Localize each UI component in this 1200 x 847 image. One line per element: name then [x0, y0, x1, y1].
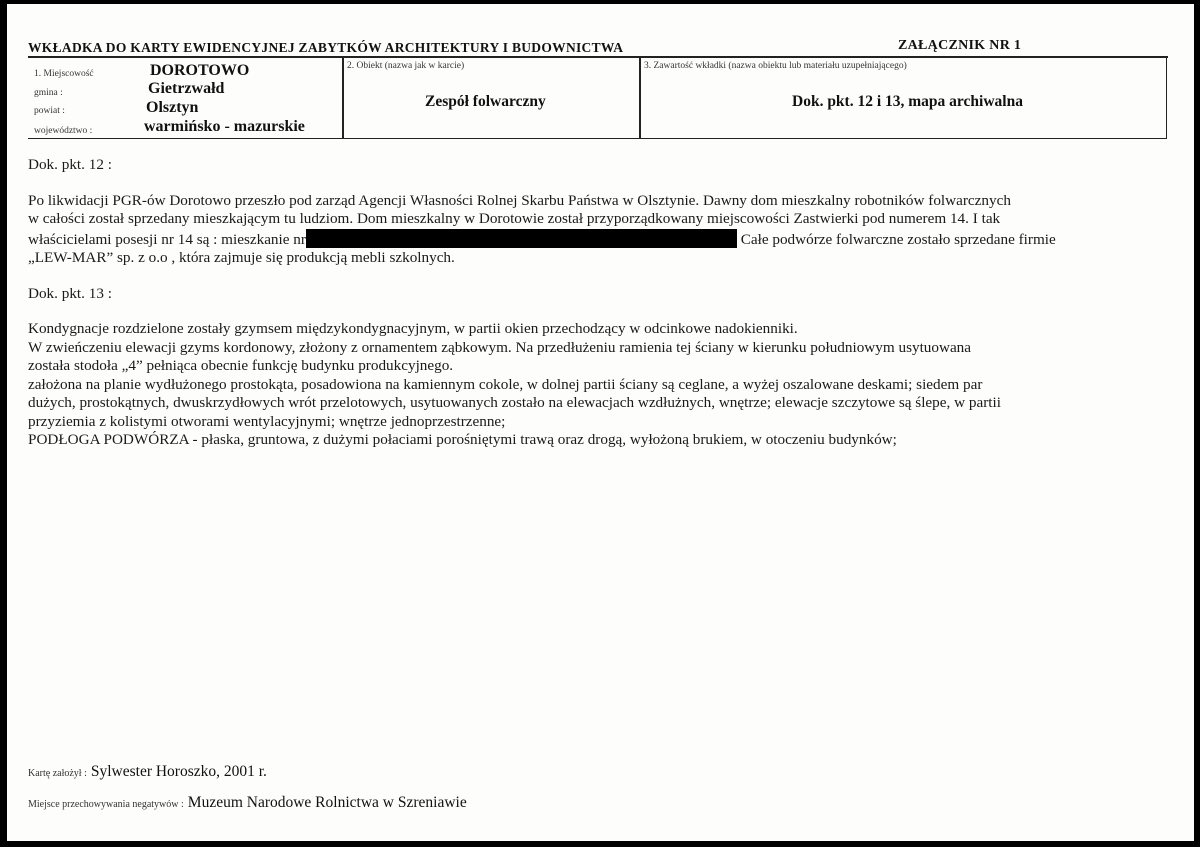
column-divider: [639, 58, 641, 138]
wojewodztwo-label: województwo :: [34, 126, 93, 136]
section-13-line: Kondygnacje rozdzielone zostały gzymsem międzykondygnacyjnym, w partii okien przechodzący w odcinkowe nadokienniki.: [28, 320, 798, 337]
author-value: Sylwester Horoszko, 2001 r.: [90, 763, 267, 780]
storage-value: Muzeum Narodowe Rolnictwa w Szreniawie: [187, 794, 467, 811]
section-12-heading: Dok. pkt. 12 :: [28, 156, 112, 173]
contents-value: Dok. pkt. 12 i 13, mapa archiwalna: [792, 93, 1023, 110]
gmina-value: Gietrzwałd: [148, 80, 225, 97]
contents-label: 3. Zawartość wkładki (nazwa obiektu lub materiału uzupełniającego): [644, 61, 907, 71]
section-12-line: [28, 229, 1168, 250]
document-title: WKŁADKA DO KARTY EWIDENCYJNEJ ZABYTKÓW ARCHITEKTURY I BUDOWNICTWA: [28, 40, 624, 55]
document-body: [28, 156, 1168, 450]
section-12-line: „LEW-MAR” sp. z o.o , która zajmuje się produkcją mebli szkolnych.: [28, 249, 455, 266]
section-13-line: została stodoła „4” pełniąca obecnie funkcję budynku produkcyjnego.: [28, 357, 454, 374]
document-sheet: [7, 4, 1194, 841]
place-label: 1. Miejscowość: [34, 69, 94, 79]
section-13-line: PODŁOGA PODWÓRZA - płaska, gruntowa, z dużymi połaciami porośniętymi trawą oraz drogą, wyłożoną brukiem, w otoczeniu budynków;: [28, 431, 897, 448]
author-row: [28, 763, 267, 781]
section-12-line: w całości został sprzedany mieszkającym tu ludziom. Dom mieszkalny w Dorotowie został przyporządkowany miejscowości Zastwierki pod numerem 14. I tak: [28, 210, 1001, 227]
storage-row: [28, 794, 467, 812]
section-13-line: założona na planie wydłużonego prostokąta, posadowiona na kamiennym cokole, w dolnej partii ściany są ceglane, a wyżej oszalowane deskami; siedem par: [28, 375, 983, 393]
author-label: Kartę założył :: [28, 768, 87, 779]
gmina-label: gmina :: [34, 88, 63, 98]
section-12-line-part: właścicielami posesji nr 14 są : mieszkanie nr: [28, 230, 306, 248]
info-table: [28, 58, 1167, 139]
section-13-heading: Dok. pkt. 13 :: [28, 284, 112, 302]
column-divider: [342, 58, 344, 138]
storage-label: Miejsce przechowywania negatywów :: [28, 799, 184, 810]
section-12-line: Po likwidacji PGR-ów Dorotowo przeszło pod zarząd Agencji Własności Rolnej Skarbu Państwa w Olsztynie. Dawny dom mieszkalny robotników folwarcznych: [28, 191, 1011, 209]
redaction-bar: [306, 229, 737, 248]
attachment-number: ZAŁĄCZNIK NR 1: [898, 38, 1022, 53]
section-13-line: przyziemia z kolistymi otworami wentylacyjnymi; wnętrze jednoprzestrzenne;: [28, 412, 506, 430]
place-value: DOROTOWO: [150, 62, 250, 79]
section-13-line: W zwieńczeniu elewacji gzyms kordonowy, złożony z ornamentem ząbkowym. Na przedłużeniu ramienia tej ściany w kierunku południowym usytuowana: [28, 338, 972, 356]
object-label: 2. Obiekt (nazwa jak w karcie): [347, 61, 465, 71]
wojewodztwo-value: warmińsko - mazurskie: [144, 118, 305, 135]
powiat-value: Olsztyn: [146, 99, 199, 116]
object-value: Zespół folwarczny: [425, 93, 546, 110]
section-13-line: dużych, prostokątnych, dwuskrzydłowych wrót przelotowych, usytuowanych zostało na elewacjach wzdłużnych, wnętrze; elewacje szczytowe są ślepe, w partii: [28, 394, 1001, 411]
section-12-line-part: Całe podwórze folwarczne zostało sprzedane firmie: [740, 230, 1056, 248]
powiat-label: powiat :: [34, 106, 65, 116]
